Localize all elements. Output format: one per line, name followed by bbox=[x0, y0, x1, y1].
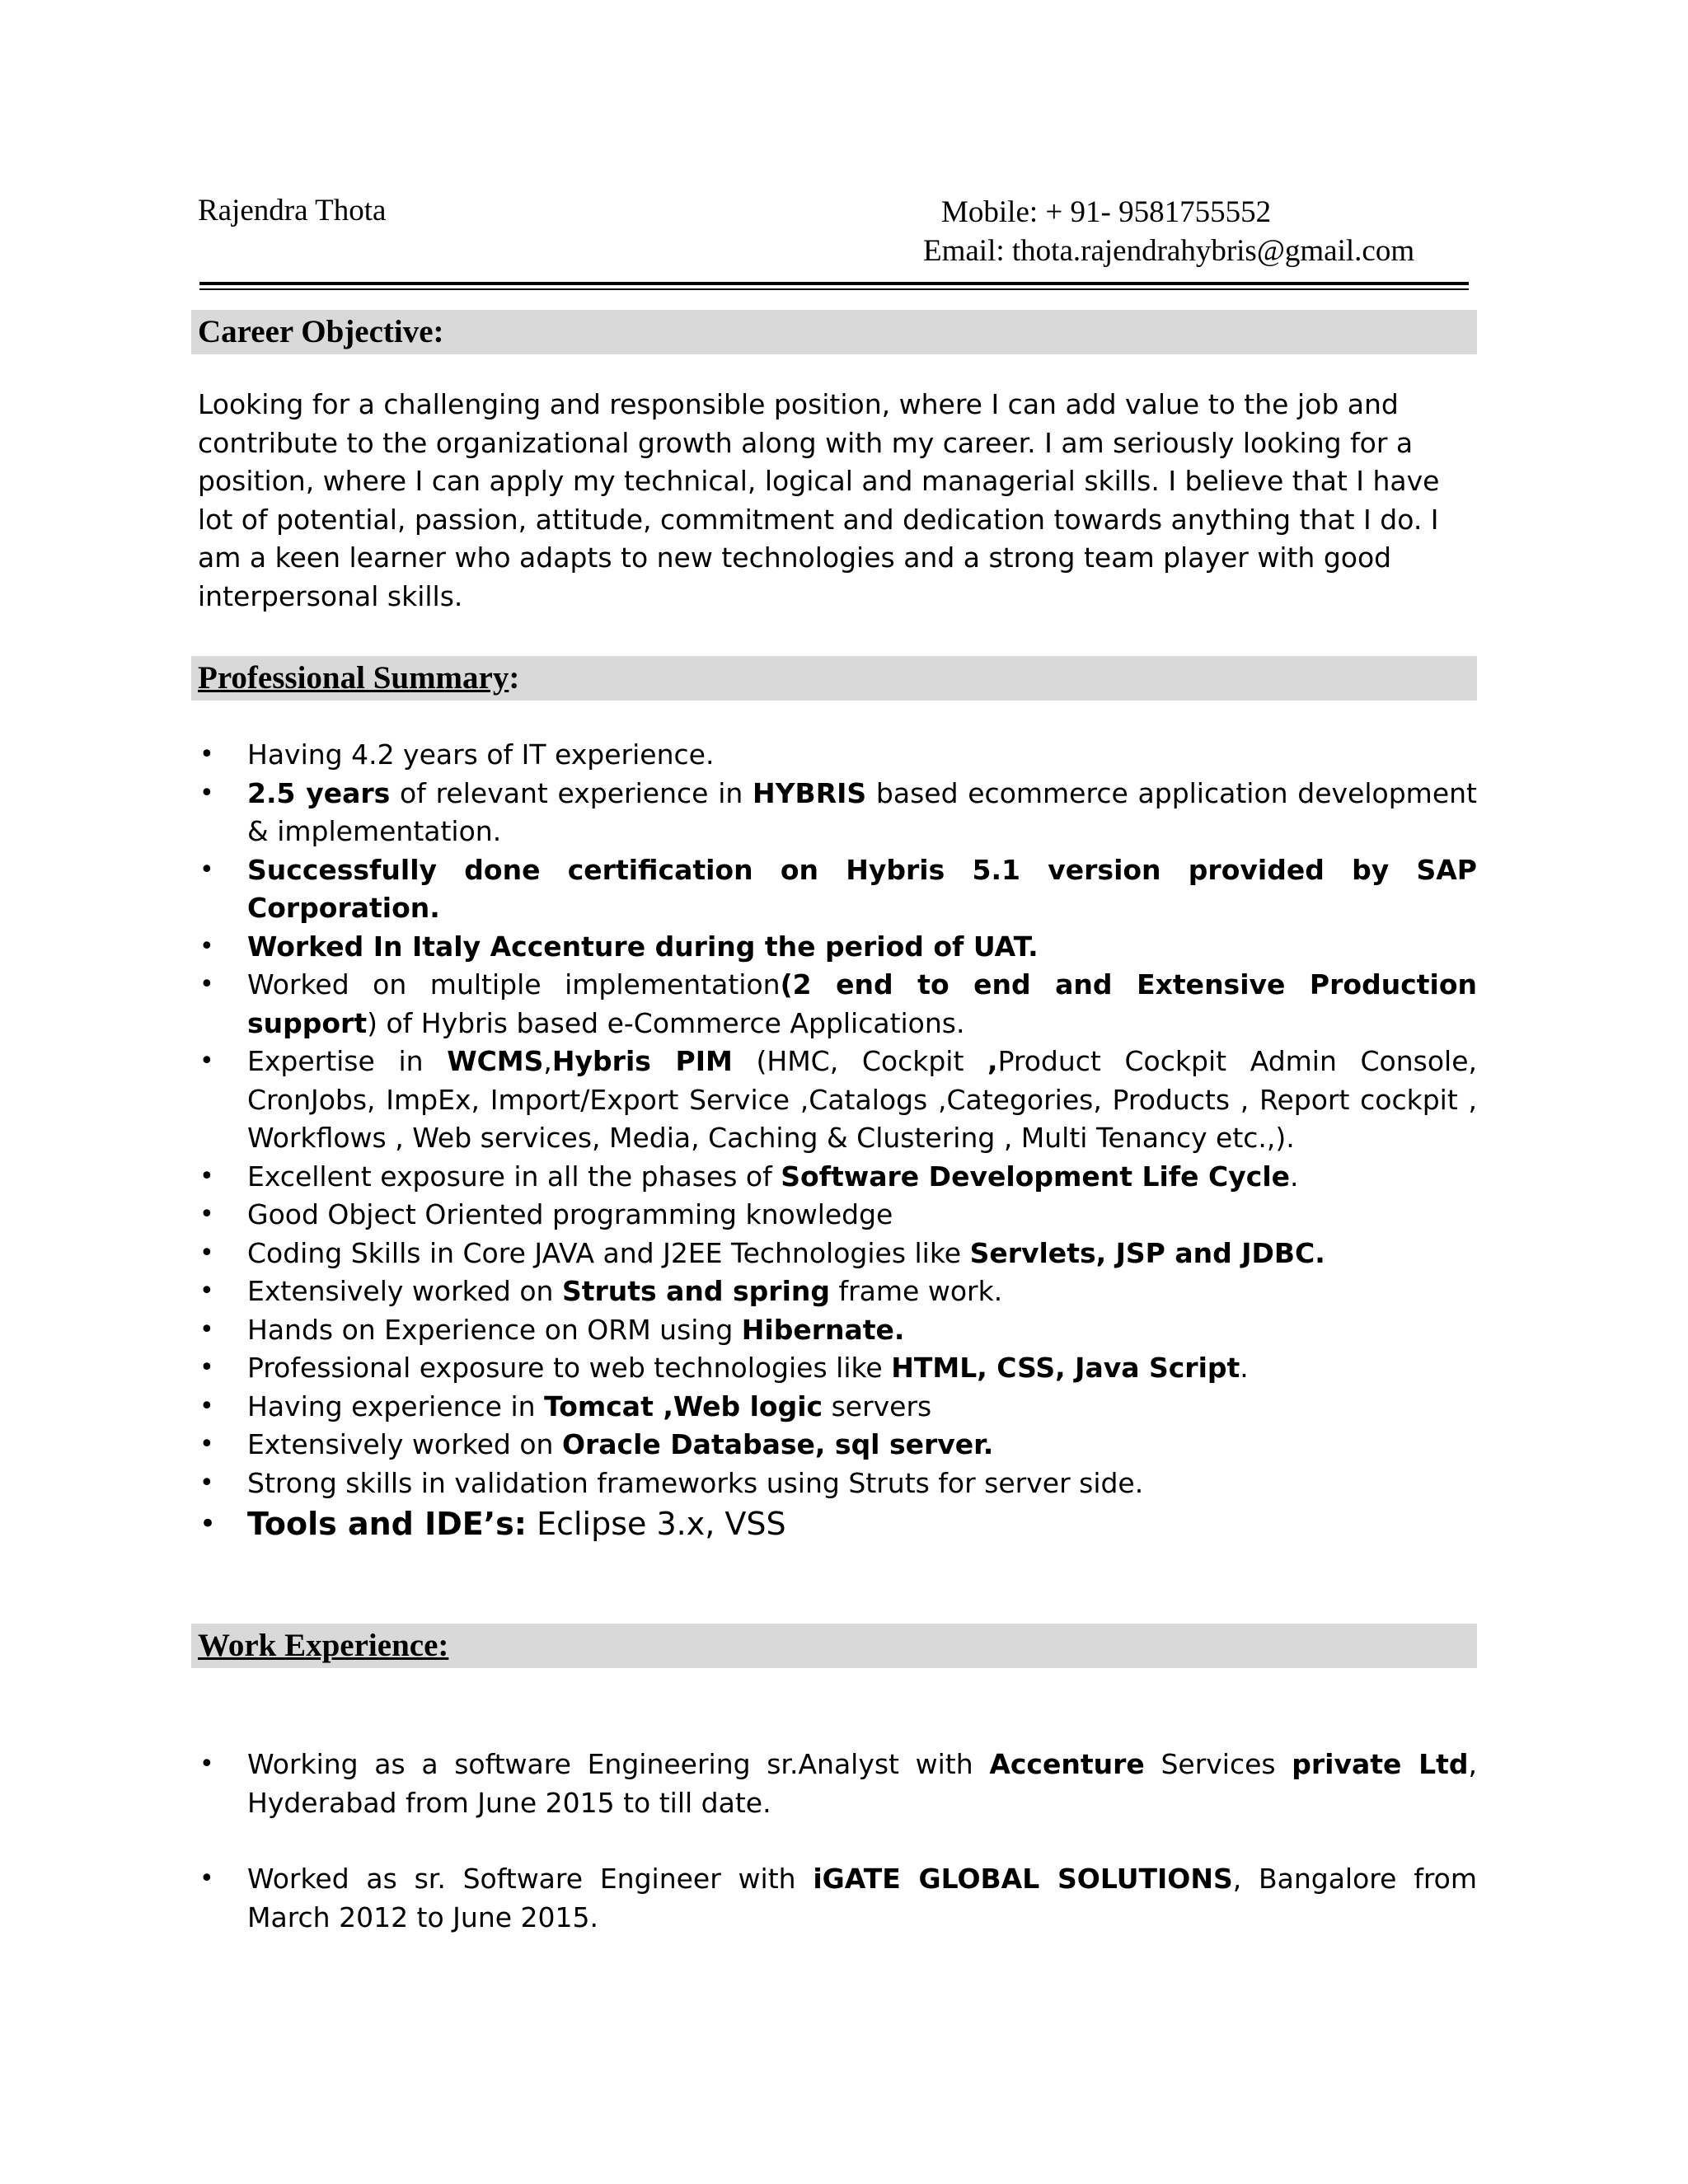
bullet-icon: • bbox=[199, 1161, 214, 1191]
bullet-icon: • bbox=[199, 1353, 214, 1382]
objective-line: contribute to the organizational growth along with my career. I am seriously looking for a bbox=[198, 426, 1414, 459]
list-item: • Coding Skills in Core JAVA and J2EE Technologies like Servlets, JSP and JDBC. bbox=[198, 1235, 1477, 1273]
bullet-icon: • bbox=[199, 1391, 214, 1421]
bullet-icon: • bbox=[199, 1750, 214, 1779]
bullet-icon: • bbox=[199, 1200, 214, 1229]
list-item: • Successfully done certification on Hybris 5.1 version provided by SAP Corporation. bbox=[198, 851, 1477, 928]
list-item: • Good Object Oriented programming knowledge bbox=[198, 1196, 1477, 1235]
bullet-icon: • bbox=[199, 1507, 217, 1540]
bullet-icon: • bbox=[199, 1430, 214, 1459]
objective-line: interpersonal skills. bbox=[198, 579, 463, 612]
bullet-icon: • bbox=[199, 778, 214, 808]
list-item: • Working as a software Engineering sr.Analyst with Accenture Services private Ltd, Hyderabad from June 2015 to till date. bbox=[198, 1746, 1477, 1822]
bullet-icon: • bbox=[199, 1277, 214, 1305]
list-item: • Worked In Italy Accenture during the period of UAT. bbox=[198, 928, 1477, 967]
objective-line: am a keen learner who adapts to new technologies and a strong team player with good bbox=[198, 541, 1392, 574]
list-item: • Extensively worked on Struts and spring frame work. bbox=[198, 1272, 1477, 1311]
objective-line: lot of potential, passion, attitude, commitment and dedication towards anything that I do. I bbox=[198, 503, 1439, 536]
list-item: • Hands on Experience on ORM using Hibernate. bbox=[198, 1311, 1477, 1350]
mobile-number: Mobile: + 91- 9581755552 bbox=[941, 195, 1272, 229]
professional-summary-title-colon: : bbox=[509, 660, 520, 696]
bullet-icon: • bbox=[199, 931, 214, 961]
bullet-icon: • bbox=[199, 740, 214, 769]
work-experience-list bbox=[198, 1746, 1477, 1937]
header-divider-thin bbox=[199, 288, 1469, 290]
list-item: • Professional exposure to web technologies like HTML, CSS, Java Script. bbox=[198, 1349, 1477, 1388]
list-item: • Tools and IDE’s: Eclipse 3.x, VSS bbox=[198, 1502, 1477, 1545]
list-item: • 2.5 years of relevant experience in HYBRIS based ecommerce application development & implementation. bbox=[198, 775, 1477, 851]
work-experience-title: Work Experience: bbox=[198, 1628, 449, 1663]
career-objective-text bbox=[198, 386, 1475, 616]
list-item: • Having 4.2 years of IT experience. bbox=[198, 736, 1477, 775]
list-item: • Having experience in Tomcat ,Web logic servers bbox=[198, 1388, 1477, 1427]
contact-block bbox=[923, 193, 1467, 270]
bullet-icon: • bbox=[199, 1864, 214, 1893]
email-address: Email: thota.rajendrahybris@gmail.com bbox=[923, 234, 1415, 268]
list-item: • Strong skills in validation frameworks using Struts for server side. bbox=[198, 1465, 1477, 1503]
objective-line: Looking for a challenging and responsible position, where I can add value to the job and bbox=[198, 388, 1399, 420]
bullet-icon: • bbox=[199, 970, 214, 999]
list-item: • Worked on multiple implementation(2 end to end and Extensive Production support) of Hybris based e-Commerce Applications. bbox=[198, 966, 1477, 1043]
bullet-icon: • bbox=[199, 1238, 214, 1268]
list-item: • Worked as sr. Software Engineer with iGATE GLOBAL SOLUTIONS, Bangalore from March 2012 to June 2015. bbox=[198, 1860, 1477, 1937]
header-divider-thick bbox=[199, 282, 1469, 285]
bullet-icon: • bbox=[199, 1468, 214, 1497]
professional-summary-title-text: Professional Summary bbox=[198, 660, 509, 696]
objective-line: position, where I can apply my technical, logical and managerial skills. I believe that I have bbox=[198, 465, 1440, 497]
professional-summary-list bbox=[198, 736, 1477, 1545]
candidate-name: Rajendra Thota bbox=[198, 194, 387, 227]
list-item: • Extensively worked on Oracle Database, sql server. bbox=[198, 1426, 1477, 1465]
list-item: • Excellent exposure in all the phases of Software Development Life Cycle. bbox=[198, 1158, 1477, 1197]
bullet-icon: • bbox=[199, 1047, 214, 1076]
bullet-icon: • bbox=[199, 855, 214, 884]
list-item: • Expertise in WCMS,Hybris PIM (HMC, Cockpit ,Product Cockpit Admin Console, CronJobs, ImpEx, Import/Export Service ,Catalogs ,Categories, Products , Report cockpit , Workflows , Web services, Media, Caching & Clustering , Multi Tenancy etc.,). bbox=[198, 1043, 1477, 1158]
bullet-icon: • bbox=[199, 1315, 214, 1344]
career-objective-title: Career Objective: bbox=[198, 314, 444, 349]
professional-summary-title bbox=[198, 656, 519, 701]
